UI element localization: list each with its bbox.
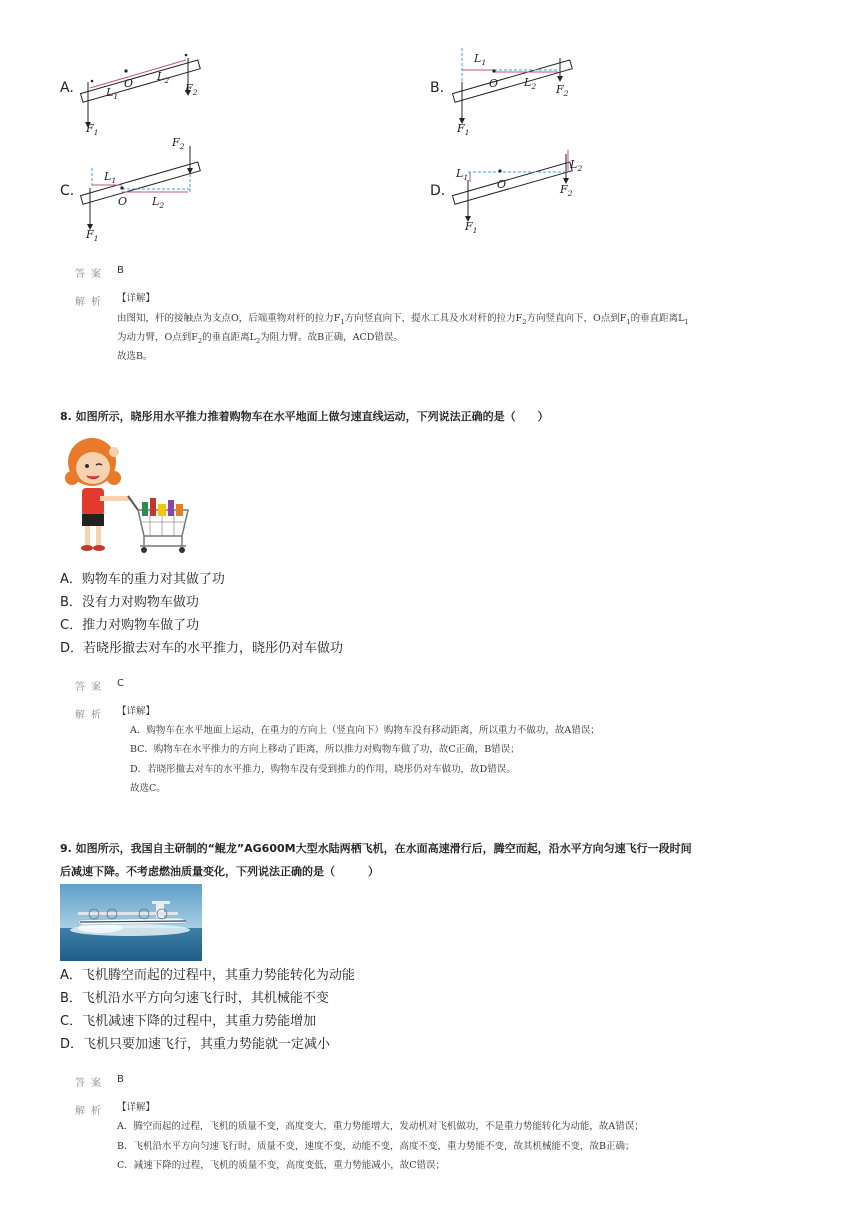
q7-detail-line2: 为动力臂，O点到$F_2$的垂直距离$L_2$为阻力臂。故B正确，ACD错误。 (117, 332, 403, 345)
label-o-d: O (497, 178, 507, 191)
q7-answer-value: B (117, 265, 124, 276)
option-letter-c: C. (60, 183, 75, 199)
label-f1-d: $F_1$ (465, 220, 478, 236)
label-f1-a: $F_1$ (86, 122, 99, 138)
q9-detail-title: 【详解】 (117, 1102, 156, 1113)
q7-detail-line3: 故选B。 (117, 351, 153, 362)
q9-title-line2: 后减速下降。不考虑燃油质量变化，下列说法正确的是（ ） (60, 865, 379, 878)
label-l2-b: $L_2$ (524, 76, 537, 92)
q9-detail-line-3: C．减速下降的过程，飞机的质量不变，高度变低，重力势能减小，故C错误； (117, 1160, 446, 1171)
q8-title: 8. 如图所示，晓彤用水平推力推着购物车在水平地面上做匀速直线运动，下列说法正确的是（ ） (60, 410, 549, 423)
q9-detail-line-1: A．腾空而起的过程，飞机的质量不变，高度变大，重力势能增大，发动机对飞机做功，不是重力势能转化为动能，故A错误； (117, 1121, 644, 1132)
label-f1-c: $F_1$ (86, 228, 99, 244)
q9-option-a[interactable]: A．飞机腾空而起的过程中，其重力势能转化为动能 (60, 968, 355, 983)
label-l1-d: $L_1$ (456, 167, 469, 183)
q8-option-a[interactable]: A．购物车的重力对其做了功 (60, 572, 225, 587)
label-l2-a: $L_2$ (157, 70, 170, 86)
q9-option-d[interactable]: D．飞机只要加速飞行，其重力势能就一定减小 (60, 1037, 331, 1052)
q8-answer-label: 答案 (75, 682, 107, 693)
label-f1-b: $F_1$ (457, 122, 470, 138)
q8-detail-line-1: A．购物车在水平地面上运动，在重力的方向上（竖直向下）购物车没有移动距离，所以重力不做功，故A错误； (130, 725, 600, 736)
q7-answer-label: 答案 (75, 269, 107, 280)
label-l1-b: $L_1$ (474, 52, 487, 68)
q8-analysis-label: 解析 (75, 710, 107, 721)
lever-diagram-c (78, 140, 208, 240)
q9-answer-value: B (117, 1074, 124, 1085)
q8-answer-value: C (117, 678, 124, 689)
q8-option-d[interactable]: D．若晓彤撤去对车的水平推力，晓彤仍对车做功 (60, 641, 344, 656)
q9-option-c[interactable]: C．飞机减速下降的过程中，其重力势能增加 (60, 1014, 317, 1029)
label-f2-c: $F_2$ (172, 136, 185, 152)
label-l2-d: $L_2$ (570, 158, 583, 174)
q8-detail-line-2: BC．购物车在水平推力的方向上移动了距离，所以推力对购物车做了功，故C正确，B错误； (130, 744, 520, 755)
q8-detail-line-3: D．若晓彤撤去对车的水平推力，购物车没有受到推力的作用，晓彤仍对车做功，故D错误。 (130, 764, 516, 775)
seaplane-photo (60, 884, 202, 961)
label-o-b: O (489, 77, 499, 90)
q9-analysis-label: 解析 (75, 1106, 107, 1117)
label-f2-b: $F_2$ (556, 83, 569, 99)
girl-shopping-cart-image (60, 432, 192, 562)
q9-option-b[interactable]: B．飞机沿水平方向匀速飞行时，其机械能不变 (60, 991, 329, 1006)
label-f2-a: $F_2$ (185, 82, 198, 98)
q8-detail-line-4: 故选C。 (130, 783, 166, 794)
label-o-a: O (124, 77, 134, 90)
q9-title-line1: 9. 如图所示，我国自主研制的“鲲龙”AG600M大型水陆两栖飞机，在水面高速滑行后，腾空而起，沿水平方向匀速飞行一段时间 (60, 842, 692, 855)
label-o-c: O (118, 195, 128, 208)
option-letter-d: D. (430, 183, 446, 199)
q9-answer-label: 答案 (75, 1078, 107, 1089)
q7-detail-line1: 由图知，杆的接触点为支点O，后端重物对杆的拉力$F_1$方向竖直向下，提水工具及水对杆的拉力$F_2$方向竖直向下，O点到$F_1$的垂直距离$L_1$ (117, 313, 689, 326)
q7-analysis-label: 解析 (75, 297, 107, 308)
label-f2-d: $F_2$ (560, 183, 573, 199)
option-letter-b: B. (430, 80, 445, 96)
label-l1-c: $L_1$ (104, 170, 117, 186)
q8-detail-title: 【详解】 (117, 706, 156, 717)
q8-option-b[interactable]: B．没有力对购物车做功 (60, 595, 199, 610)
q7-detail-title: 【详解】 (117, 293, 156, 304)
q9-detail-line-2: B．飞机沿水平方向匀速飞行时，质量不变，速度不变，动能不变，高度不变，重力势能不变，故其机械能不变，故B正确； (117, 1141, 635, 1152)
q8-option-c[interactable]: C．推力对购物车做了功 (60, 618, 200, 633)
label-l1-a: $L_1$ (106, 86, 119, 102)
label-l2-c: $L_2$ (152, 195, 165, 211)
option-letter-a: A. (60, 80, 74, 96)
